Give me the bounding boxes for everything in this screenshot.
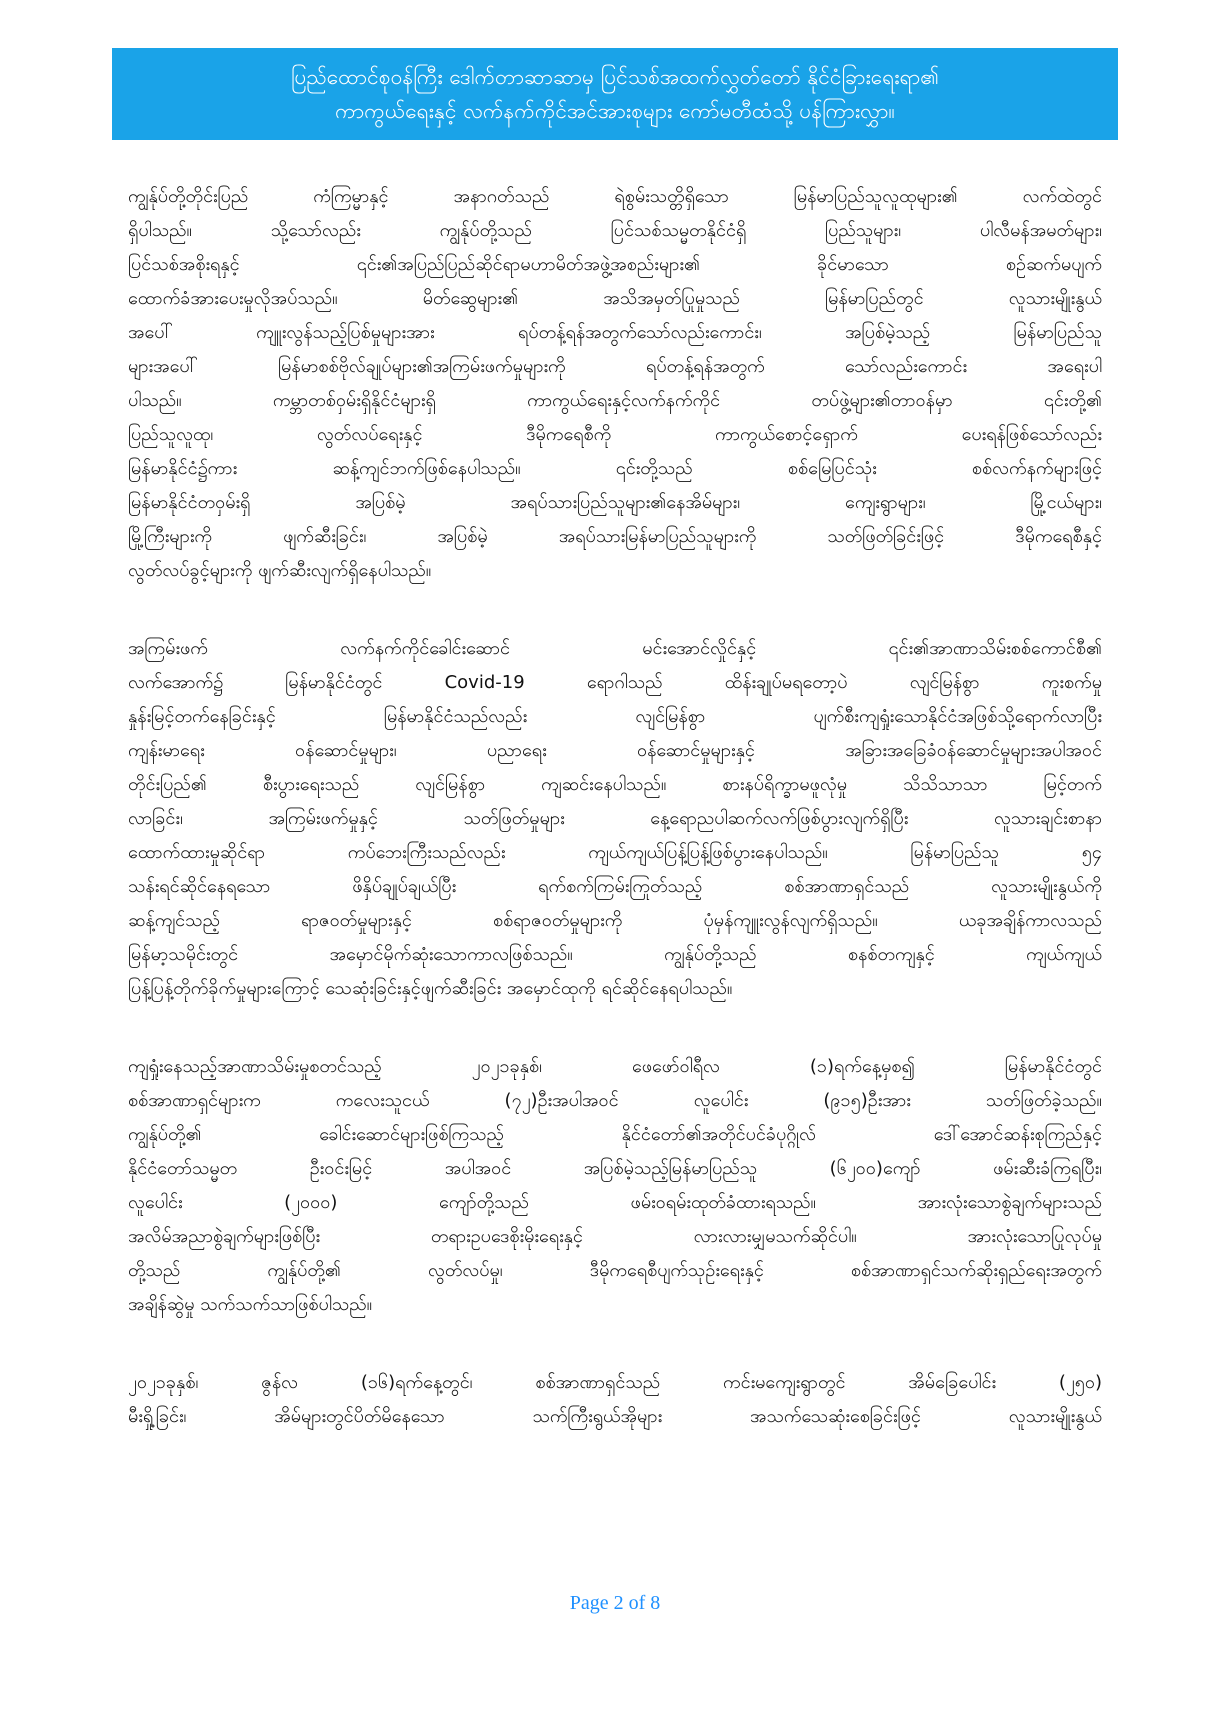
paragraph-3 (128, 1050, 1102, 1322)
text-line: အချိန်ဆွဲမှု သက်သက်သာဖြစ်ပါသည်။ (128, 1294, 373, 1315)
text-line: မြန်မာနိုင်ငံ၌ကား ဆန့်ကျင်ဘက်ဖြစ်နေပါသည်။ ၎င်းတို့သည် စစ်မြေပြင်သုံး စစ်လက်နက်များဖြင့် (128, 458, 1102, 479)
text-line: မြန်မာနိုင်ငံတဝှမ်းရှိ အပြစ်မဲ့ အရပ်သားပြည်သူများ၏နေအိမ်များ၊ ကျေးရွာများ၊ မြို့ငယ်များ၊ (128, 492, 1102, 513)
paragraph-text (128, 1050, 1102, 1322)
paragraph-text (128, 632, 1102, 1006)
text-line: မီးရှို့ခြင်း၊ အိမ်များတွင်ပိတ်မိနေသော သက်ကြီးရွယ်အိုများ အသက်သေဆုံးစေခြင်းဖြင့် လူသားမျိုးနွယ် (128, 1406, 1102, 1427)
text-line: မြန်မာ့သမိုင်းတွင် အမှောင်မိုက်ဆုံးသောကာလဖြစ်သည်။ ကျွန်ုပ်တို့သည် စနစ်တကျနှင့် ကျယ်ကျယ် (128, 944, 1102, 965)
text-line: ပါသည်။ ကမ္ဘာတစ်ဝှမ်းရှိနိုင်ငံများရှိ ကာကွယ်ရေးနှင့်လက်နက်ကိုင် တပ်ဖွဲ့များ၏တာဝန်မှာ ၎င်းတို့၏ (128, 390, 1102, 411)
text-line: လက်အောက်၌ မြန်မာနိုင်ငံတွင် Covid-19 ရောဂါသည် ထိန်းချုပ်မရတော့ပဲ လျင်မြန်စွာ ကူးစက်မှု (128, 672, 1102, 693)
text-line: တို့သည် ကျွန်ုပ်တို့၏ လွတ်လပ်မှု၊ ဒီမိုကရေစီပျက်သုဉ်းရေးနှင့် စစ်အာဏာရှင်သက်ဆိုးရှည်ရေးအတွက် (128, 1260, 1102, 1281)
paragraph-1 (128, 180, 1102, 588)
text-line: ဆန့်ကျင်သည့် ရာဇဝတ်မှုများနှင့် စစ်ရာဇဝတ်မှုများကို ပုံမှန်ကျူးလွန်လျက်ရှိသည်။ ယခုအချိန်ကာလသည် (128, 910, 1102, 931)
text-line: ကျွန်ုပ်တို့၏ ခေါင်းဆောင်များဖြစ်ကြသည့် နိုင်ငံတော်၏အတိုင်ပင်ခံပုဂ္ဂိုလ် ဒေါ်အောင်ဆန်းစုကြည်နှင့် (128, 1124, 1102, 1145)
text-line: မြို့ကြီးများကို ဖျက်ဆီးခြင်း၊ အပြစ်မဲ့ အရပ်သားမြန်မာပြည်သူများကို သတ်ဖြတ်ခြင်းဖြင့် ဒီမိုကရေစီနှင့် (128, 526, 1102, 547)
text-line: ကျန်းမာရေး ဝန်ဆောင်မှုများ၊ ပညာရေး ဝန်ဆောင်မှုများနှင့် အခြားအခြေခံဝန်ဆောင်မှုများအပါအဝင် (128, 740, 1102, 761)
text-line: စစ်အာဏာရှင်များက ကလေးသူငယ် (၇၂)ဦးအပါအဝင် လူပေါင်း (၉၁၅)ဦးအား သတ်ဖြတ်ခဲ့သည်။ (128, 1090, 1102, 1111)
paragraph-text (128, 1366, 1102, 1434)
text-line: ထောက်ခံအားပေးမှုလိုအပ်သည်။ မိတ်ဆွေများ၏ အသိအမှတ်ပြုမှုသည် မြန်မာပြည်တွင် လူသားမျိုးနွယ် (128, 288, 1102, 309)
text-line: တိုင်းပြည်၏ စီးပွားရေးသည် လျင်မြန်စွာ ကျဆင်းနေပါသည်။ စားနပ်ရိက္ခာမဖူလုံမှု သိသိသာသာ မြင့်တက် (128, 774, 1102, 795)
document-body (128, 180, 1102, 1478)
text-line: အပေါ် ကျူးလွန်သည့်ပြစ်မှုများအား ရပ်တန့်ရန်အတွက်သော်လည်းကောင်း၊ အပြစ်မဲ့သည့် မြန်မာပြည်သူ (128, 322, 1102, 343)
text-line: နှုန်းမြင့်တက်နေခြင်းနှင့် မြန်မာနိုင်ငံသည်လည်း လျင်မြန်စွာ ပျက်စီးကျရှုံးသောနိုင်ငံအဖြစ်သို့ရောက်လာပြီး (128, 706, 1102, 727)
text-line: ရှိပါသည်။ သို့သော်လည်း ကျွန်ုပ်တို့သည် ပြင်သစ်သမ္မတနိုင်ငံရှိ ပြည်သူများ၊ ပါလီမန်အမတ်များ၊ (128, 220, 1102, 241)
text-line: ကျရှုံးနေသည့်အာဏာသိမ်းမှုစတင်သည့် ၂၀၂၁ခုနှစ်၊ ဖေဖော်ဝါရီလ (၁)ရက်နေ့မှစ၍ မြန်မာနိုင်ငံတွင် (128, 1056, 1102, 1077)
text-line: ထောက်ထားမှုဆိုင်ရာ ကပ်ဘေးကြီးသည်လည်း ကျယ်ကျယ်ပြန့်ပြန့်ဖြစ်ပွားနေပါသည်။ မြန်မာပြည်သူ ၅၄ (128, 842, 1102, 863)
paragraph-4 (128, 1366, 1102, 1434)
text-line: လူပေါင်း (၂၀၀၀) ကျော်တို့သည် ဖမ်းဝရမ်းထုတ်ခံထားရသည်။ အားလုံးသောစွဲချက်များသည် (128, 1192, 1102, 1213)
paragraph-text (128, 180, 1102, 588)
text-line: ပြန့်ပြန့်တိုက်ခိုက်မှုများကြောင့် သေဆုံးခြင်းနှင့်ဖျက်ဆီးခြင်း အမှောင်ထုကို ရင်ဆိုင်နေရပါသည်။ (128, 978, 733, 999)
text-line: လာခြင်း၊ အကြမ်းဖက်မှုနှင့် သတ်ဖြတ်မှုများ နေ့ရောညပါဆက်လက်ဖြစ်ပွားလျက်ရှိပြီး လူသားချင်းစာနာ (128, 808, 1102, 829)
text-line: ပြည်သူလူထု၊ လွတ်လပ်ရေးနှင့် ဒီမိုကရေစီကို ကာကွယ်စောင့်ရှောက် ပေးရန်ဖြစ်သော်လည်း (128, 424, 1102, 445)
text-line: များအပေါ် မြန်မာစစ်ဗိုလ်ချုပ်များ၏အကြမ်းဖက်မှုများကို ရပ်တန့်ရန်အတွက် သော်လည်းကောင်း အရေးပါ (128, 356, 1102, 377)
title-line-2: ကာကွယ်ရေးနှင့် လက်နက်ကိုင်အင်အားစုများ ကော်မတီထံသို့ ပန်ကြားလွှာ။ (335, 99, 895, 123)
title-line-1: ပြည်ထောင်စုဝန်ကြီး ဒေါက်တာဆာဆာမှ ပြင်သစ်အထက်လွှတ်တော် နိုင်ငံခြားရေးရာ၏ (290, 65, 940, 89)
text-line: နိုင်ငံတော်သမ္မတ ဦးဝင်းမြင့် အပါအဝင် အပြစ်မဲ့သည့်မြန်မာပြည်သူ (၆၂၀၀)ကျော် ဖမ်းဆီးခံကြရပြီး၊ (128, 1158, 1102, 1179)
document-title-banner (112, 48, 1118, 140)
text-line: ၂၀၂၁ခုနှစ်၊ ဇွန်လ (၁၆)ရက်နေ့တွင်၊ စစ်အာဏာရှင်သည် ကင်းမကျေးရွာတွင် အိမ်ခြေပေါင်း (၂၅၀) (128, 1372, 1102, 1393)
paragraph-2 (128, 632, 1102, 1006)
text-line: ပြင်သစ်အစိုးရနှင့် ၎င်း၏အပြည်ပြည်ဆိုင်ရာမဟာမိတ်အဖွဲ့အစည်းများ၏ ခိုင်မာသော စဉ်ဆက်မပျက် (128, 254, 1102, 275)
text-line: အကြမ်းဖက် လက်နက်ကိုင်ခေါင်းဆောင် မင်းအောင်လှိုင်နှင့် ၎င်း၏အာဏာသိမ်းစစ်ကောင်စီ၏ (128, 638, 1102, 659)
text-line: သန်းရင်ဆိုင်နေရသော ဖိနှိပ်ချုပ်ချယ်ပြီး ရက်စက်ကြမ်းကြုတ်သည့် စစ်အာဏာရှင်သည် လူသားမျိုးနွယ်ကို (128, 876, 1102, 897)
page-number: Page 2 of 8 (569, 1592, 661, 1614)
text-line: လွတ်လပ်ခွင့်များကို ဖျက်ဆီးလျက်ရှိနေပါသည်။ (128, 560, 432, 581)
text-line: ကျွန်ုပ်တို့တိုင်းပြည် ကံကြမ္မာနှင့် အနာဂတ်သည် ရဲစွမ်းသတ္တိရှိသော မြန်မာပြည်သူလူထုများ၏ လက်ထဲတွင် (128, 186, 1102, 207)
text-line: အလိမ်အညာစွဲချက်များဖြစ်ပြီး တရားဥပဒေစိုးမိုးရေးနှင့် လားလားမျှမသက်ဆိုင်ပါ။ အားလုံးသောပြုလုပ်မှု (128, 1226, 1102, 1247)
